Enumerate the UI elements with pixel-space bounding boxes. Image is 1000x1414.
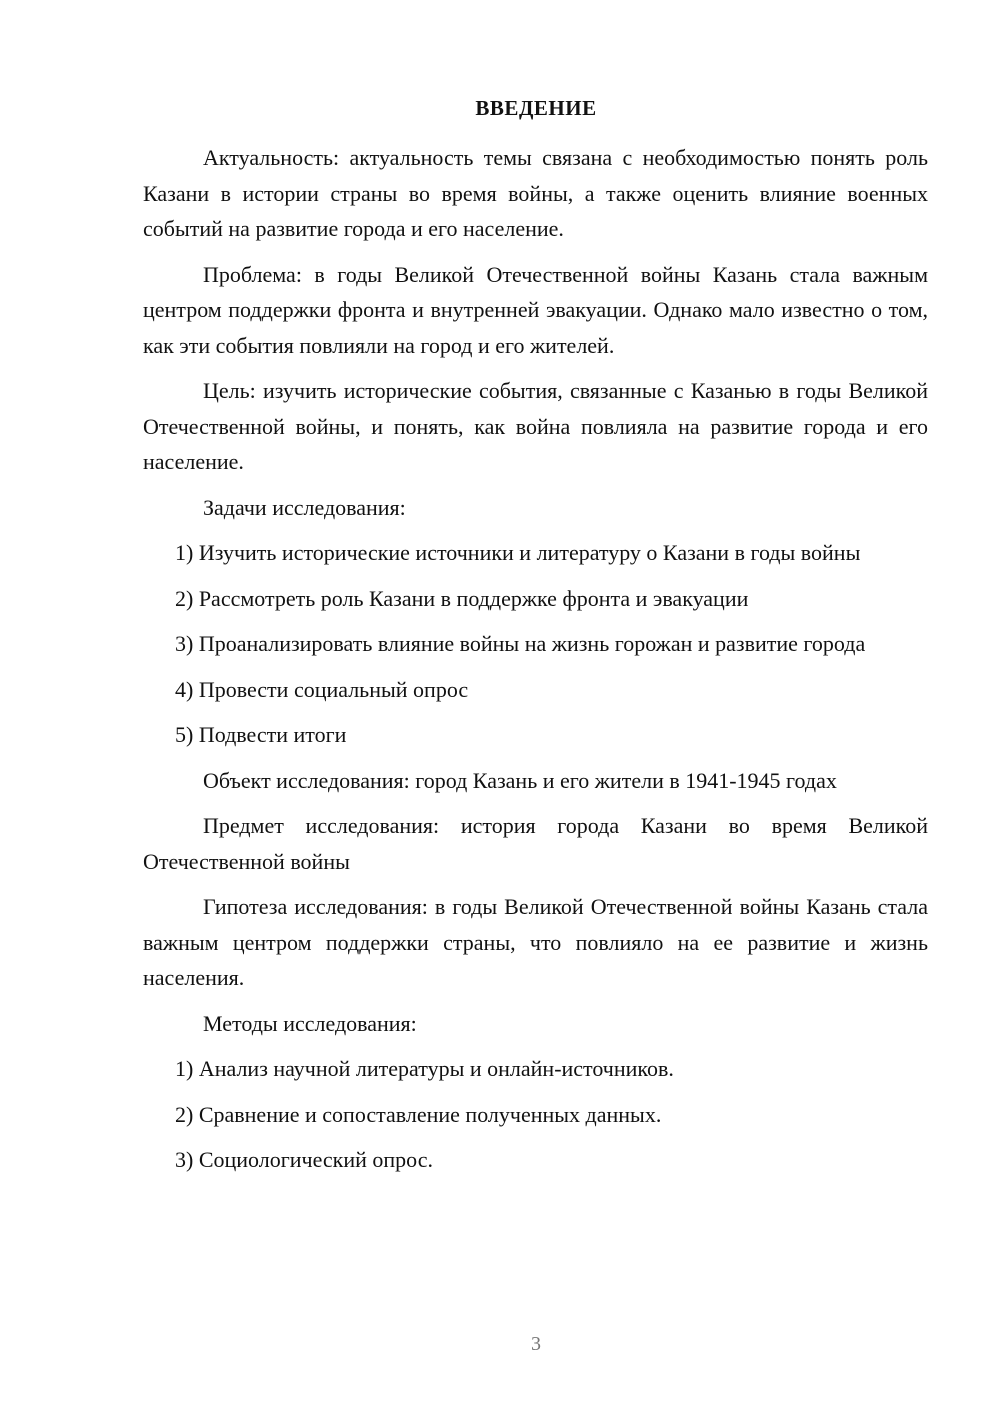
relevance-paragraph: Актуальность: актуальность темы связана с необходимостью понять роль Казани в истории страны во время войны, а также оценить влияние военных событий на развитие города и его население. xyxy=(143,145,928,241)
task-item: 3) Проанализировать влияние войны на жизнь горожан и развитие города xyxy=(175,631,866,656)
page-title: ВВЕДЕНИЕ xyxy=(475,96,597,120)
method-item: 2) Сравнение и сопоставление полученных данных. xyxy=(175,1101,662,1127)
subject-paragraph: Предмет исследования: история города Казани во время Великой Отечественной войны xyxy=(143,813,928,874)
method-item: 3) Социологический опрос. xyxy=(175,1147,433,1172)
methods-heading: Методы исследования: xyxy=(203,1010,417,1036)
document-body xyxy=(143,140,928,1188)
task-item: 1) Изучить исторические источники и литературу о Казани в годы войны xyxy=(175,540,861,565)
page-number: 3 xyxy=(531,1333,541,1355)
tasks-heading: Задачи исследования: xyxy=(203,494,406,520)
task-item: 4) Провести социальный опрос xyxy=(175,676,469,702)
object-paragraph: Объект исследования: город Казань и его жители в 1941-1945 годах xyxy=(203,767,837,793)
problem-paragraph: Проблема: в годы Великой Отечественной войны Казань стала важным центром поддержки фронта и внутренней эвакуации. Однако мало известно о том, как эти события повлияли на город и его жителей. xyxy=(143,261,928,358)
hypothesis-paragraph: Гипотеза исследования: в годы Великой Отечественной войны Казань стала важным центром поддержки страны, что повлияло на ее развитие и жизнь населения. xyxy=(143,894,928,990)
task-item: 5) Подвести итоги xyxy=(175,722,347,747)
method-item: 1) Анализ научной литературы и онлайн-источников. xyxy=(175,1056,674,1081)
task-item: 2) Рассмотреть роль Казани в поддержке фронта и эвакуации xyxy=(175,585,749,611)
goal-paragraph: Цель: изучить исторические события, связанные с Казанью в годы Великой Отечественной войны, и понять, как война повлияла на развитие города и его население. xyxy=(143,378,928,474)
